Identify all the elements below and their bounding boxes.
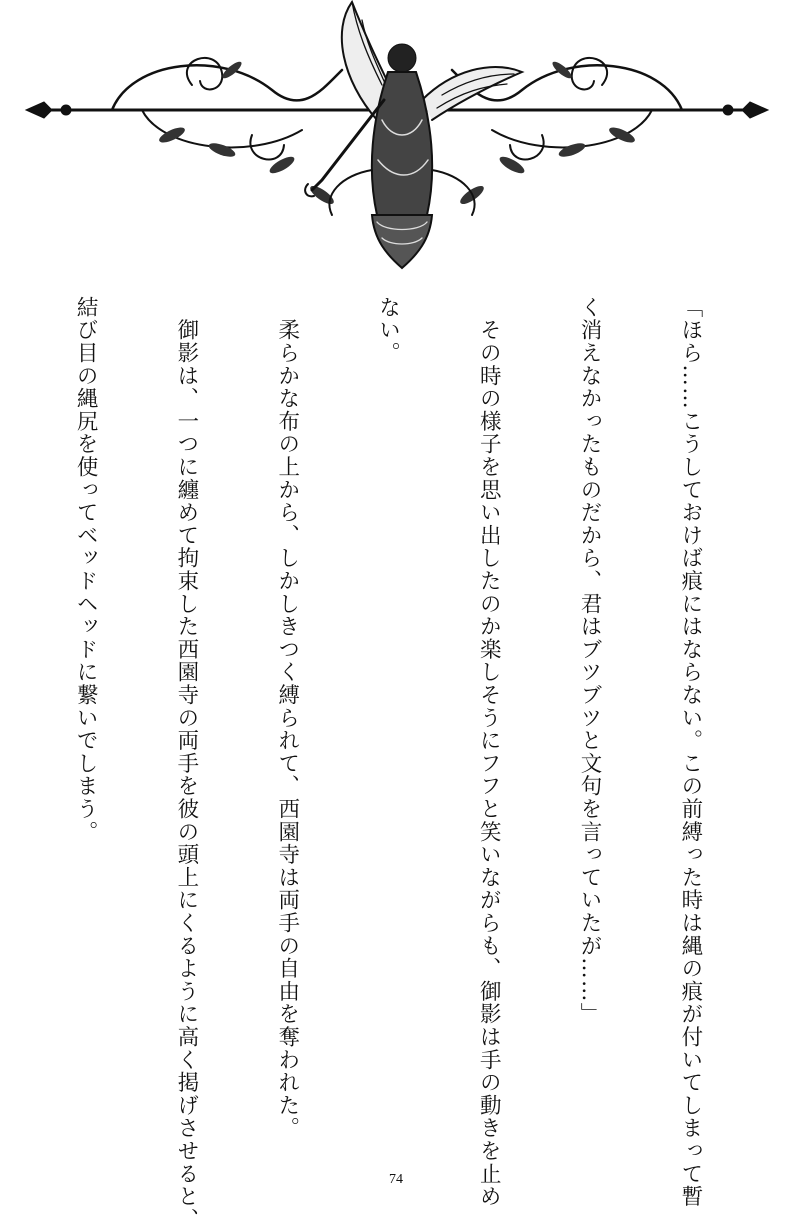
text-line: 結び目の縄尻を使ってベッドヘッドに繋いでしまう。 <box>73 296 99 844</box>
text-line: 御影は、一つに纏めて拘束した西園寺の両手を彼の頭上にくるように高く掲げさせると、 <box>173 296 199 1231</box>
text-line <box>0 296 1 1166</box>
angel-ornament-illustration <box>22 0 772 270</box>
page-number: 74 <box>389 1172 403 1187</box>
text-line: 柔らかな布の上から、しかしきつく縛られて、西園寺は両手の自由を奪われた。 <box>274 296 300 1140</box>
text-line: 「ほら……こうしておけば痕にはならない。この前縛った時は縄の痕が付いてしまって暫 <box>677 296 703 1208</box>
text-line: ない。 <box>375 296 401 365</box>
text-line: その時の様子を思い出したのか楽しそうにフフと笑いながらも、御影は手の動きを止め <box>476 296 502 1208</box>
text-line: く消えなかったものだから、君はブツブツと文句を言っていたが……」 <box>577 296 603 1026</box>
